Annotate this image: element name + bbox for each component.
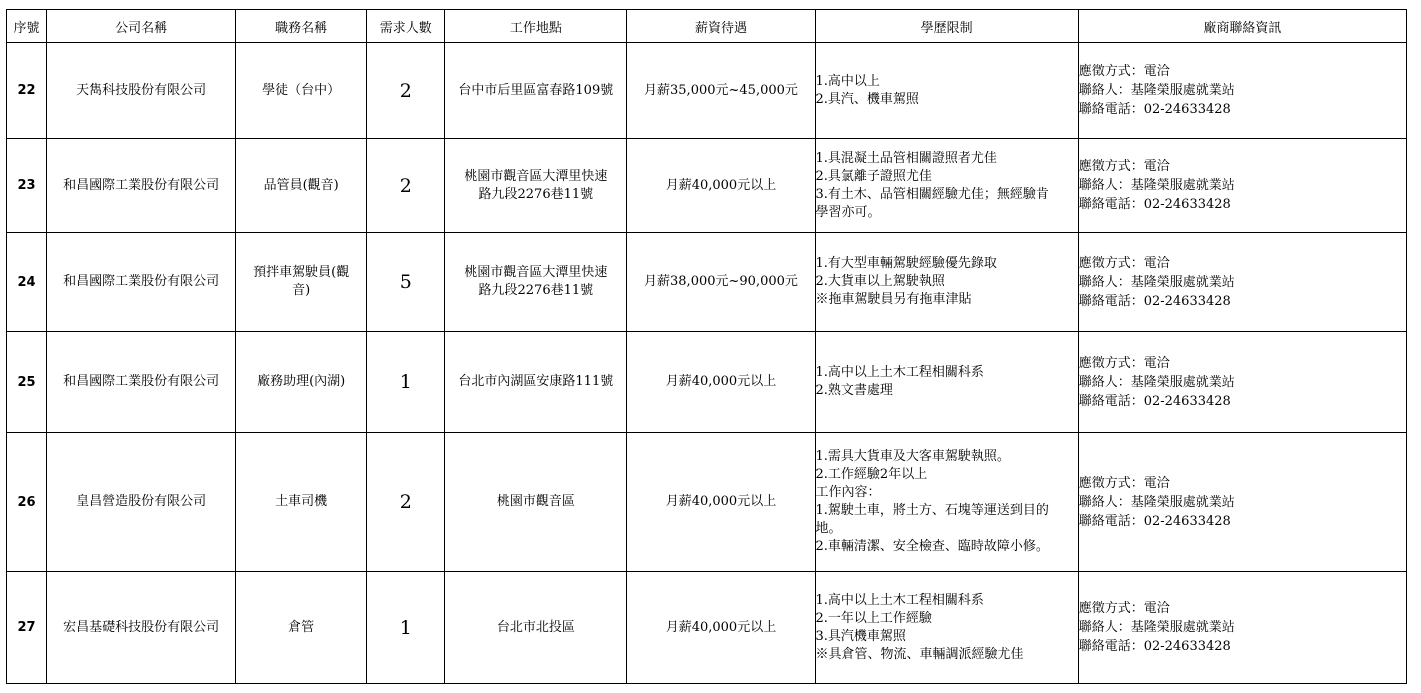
header-salary: 薪資待遇 [627, 10, 815, 43]
job-title [236, 43, 367, 139]
work-location-line: 桃園市觀音區大潭里快速 [464, 265, 608, 280]
work-location [445, 433, 627, 572]
job-title [236, 233, 367, 332]
work-location [445, 139, 627, 233]
row-number: 23 [7, 139, 47, 233]
salary: 月薪40,000元以上 [627, 433, 815, 572]
education-requirement-line: 1.具混凝土品管相關證照者尤佳 [815, 150, 997, 166]
job-title-line: 品管員(觀音) [263, 177, 339, 193]
job-title-line: 倉管 [288, 619, 315, 635]
header-job: 職務名稱 [236, 10, 367, 43]
contact-info-line: 聯絡電話：02-24633428 [1078, 293, 1231, 309]
header-company: 公司名稱 [47, 10, 236, 43]
contact-info-line: 聯絡人：基隆榮服處就業站 [1078, 83, 1235, 98]
job-title-line: 學徒（台中） [262, 82, 341, 98]
work-location [445, 332, 627, 433]
education-requirement-line: 2.大貨車以上駕駛執照 [815, 274, 945, 289]
education-requirement [815, 233, 1078, 332]
table-row [7, 572, 1407, 684]
contact-info [1078, 43, 1406, 139]
job-title [236, 332, 367, 433]
education-requirement-line: 2.車輛清潔、安全檢查、臨時故障小修。 [815, 539, 1049, 554]
job-title-line: 音) [292, 283, 311, 298]
work-location [445, 43, 627, 139]
education-requirement-line: 1.高中以上 [815, 73, 880, 89]
education-requirement-line: 2.具氯離子證照尤佳 [815, 168, 932, 184]
headcount: 1 [367, 572, 445, 684]
work-location-line: 路九段2276巷11號 [478, 186, 594, 202]
contact-info [1078, 233, 1406, 332]
company-name: 皇昌營造股份有限公司 [47, 433, 236, 572]
salary: 月薪40,000元以上 [627, 572, 815, 684]
table-row [7, 43, 1407, 139]
education-requirement-line: 2.熟文書處理 [815, 383, 893, 398]
contact-info [1078, 433, 1406, 572]
job-title-line: 廠務助理(內湖) [257, 374, 346, 389]
company-name: 和昌國際工業股份有限公司 [47, 139, 236, 233]
education-requirement [815, 43, 1078, 139]
education-requirement [815, 139, 1078, 233]
contact-info-line: 應徵方式：電洽 [1078, 159, 1170, 174]
table-row [7, 233, 1407, 332]
education-requirement-line: 1.需具大貨車及大客車駕駛執照。 [815, 449, 1010, 464]
header-count: 需求人數 [367, 10, 445, 43]
education-requirement [815, 332, 1078, 433]
salary: 月薪35,000元~45,000元 [627, 43, 815, 139]
headcount: 2 [367, 433, 445, 572]
contact-info-line: 聯絡電話：02-24633428 [1078, 513, 1231, 529]
work-location [445, 572, 627, 684]
contact-info-line: 聯絡電話：02-24633428 [1078, 639, 1231, 654]
work-location-line: 台北市內湖區安康路111號 [458, 374, 614, 389]
contact-info-line: 聯絡人：基隆榮服處就業站 [1078, 178, 1235, 193]
headcount: 2 [367, 43, 445, 139]
contact-info [1078, 572, 1406, 684]
education-requirement-line: 2.具汽、機車駕照 [815, 91, 919, 107]
salary: 月薪40,000元以上 [627, 139, 815, 233]
contact-info-line: 應徵方式：電洽 [1078, 255, 1170, 271]
contact-info-line: 聯絡人：基隆榮服處就業站 [1078, 494, 1235, 510]
row-number: 26 [7, 433, 47, 572]
education-requirement [815, 433, 1078, 572]
table-row [7, 433, 1407, 572]
headcount: 2 [367, 139, 445, 233]
header-contact: 廠商聯絡資訊 [1078, 10, 1406, 43]
work-location-line: 台中市后里區富春路109號 [458, 82, 614, 98]
job-title [236, 572, 367, 684]
education-requirement-line: 3.有土木、品管相關經驗尤佳；無經驗肯 [815, 186, 1049, 202]
headcount: 5 [367, 233, 445, 332]
company-name: 宏昌基礎科技股份有限公司 [47, 572, 236, 684]
education-requirement-line: 地。 [815, 521, 842, 536]
job-title [236, 139, 367, 233]
company-name: 和昌國際工業股份有限公司 [47, 332, 236, 433]
education-requirement-line: ※具倉管、物流、車輛調派經驗尤佳 [815, 646, 1024, 662]
job-listing-table [6, 9, 1407, 684]
education-requirement-line: 工作內容： [815, 485, 881, 500]
job-title-line: 土車司機 [275, 494, 328, 509]
education-requirement-line: 2.一年以上工作經驗 [815, 610, 932, 626]
contact-info-line: 聯絡電話：02-24633428 [1078, 393, 1231, 409]
table-row [7, 332, 1407, 433]
education-requirement-line: 1.高中以上土木工程相關科系 [815, 592, 984, 608]
education-requirement-line: 1.駕駛土車，將土方、石塊等運送到目的 [815, 503, 1049, 518]
education-requirement [815, 572, 1078, 684]
header-location: 工作地點 [445, 10, 627, 43]
row-number: 24 [7, 233, 47, 332]
education-requirement-line: ※拖車駕駛員另有拖車津貼 [815, 292, 972, 307]
company-name: 和昌國際工業股份有限公司 [47, 233, 236, 332]
salary: 月薪40,000元以上 [627, 332, 815, 433]
job-title [236, 433, 367, 572]
education-requirement-line: 1.高中以上土木工程相關科系 [815, 365, 984, 380]
work-location [445, 233, 627, 332]
salary: 月薪38,000元~90,000元 [627, 233, 815, 332]
contact-info [1078, 139, 1406, 233]
work-location-line: 台北市北投區 [496, 619, 575, 635]
header-education: 學歷限制 [815, 10, 1078, 43]
education-requirement-line: 2.工作經驗2年以上 [815, 467, 928, 482]
headcount: 1 [367, 332, 445, 433]
contact-info-line: 聯絡人：基隆榮服處就業站 [1078, 620, 1235, 635]
row-number: 27 [7, 572, 47, 684]
work-location-line: 桃園市觀音區 [496, 494, 575, 509]
contact-info-line: 應徵方式：電洽 [1078, 64, 1170, 79]
table-row [7, 139, 1407, 233]
contact-info-line: 應徵方式：電洽 [1078, 601, 1170, 616]
contact-info-line: 聯絡電話：02-24633428 [1078, 197, 1231, 212]
contact-info-line: 聯絡電話：02-24633428 [1078, 102, 1231, 117]
work-location-line: 路九段2276巷11號 [478, 283, 594, 298]
company-name: 天雋科技股份有限公司 [47, 43, 236, 139]
education-requirement-line: 學習亦可。 [815, 204, 881, 220]
contact-info-line: 聯絡人：基隆榮服處就業站 [1078, 374, 1235, 390]
contact-info-line: 應徵方式：電洽 [1078, 355, 1170, 371]
row-number: 22 [7, 43, 47, 139]
table-body [7, 43, 1407, 684]
job-title-line: 預拌車駕駛員(觀 [253, 265, 350, 280]
row-number: 25 [7, 332, 47, 433]
education-requirement-line: 1.有大型車輛駕駛經驗優先錄取 [815, 256, 997, 271]
contact-info-line: 聯絡人：基隆榮服處就業站 [1078, 274, 1235, 290]
contact-info-line: 應徵方式：電洽 [1078, 475, 1170, 491]
header-no: 序號 [7, 10, 47, 43]
header-row [7, 10, 1407, 43]
education-requirement-line: 3.具汽機車駕照 [815, 628, 906, 644]
work-location-line: 桃園市觀音區大潭里快速 [464, 168, 608, 184]
contact-info [1078, 332, 1406, 433]
